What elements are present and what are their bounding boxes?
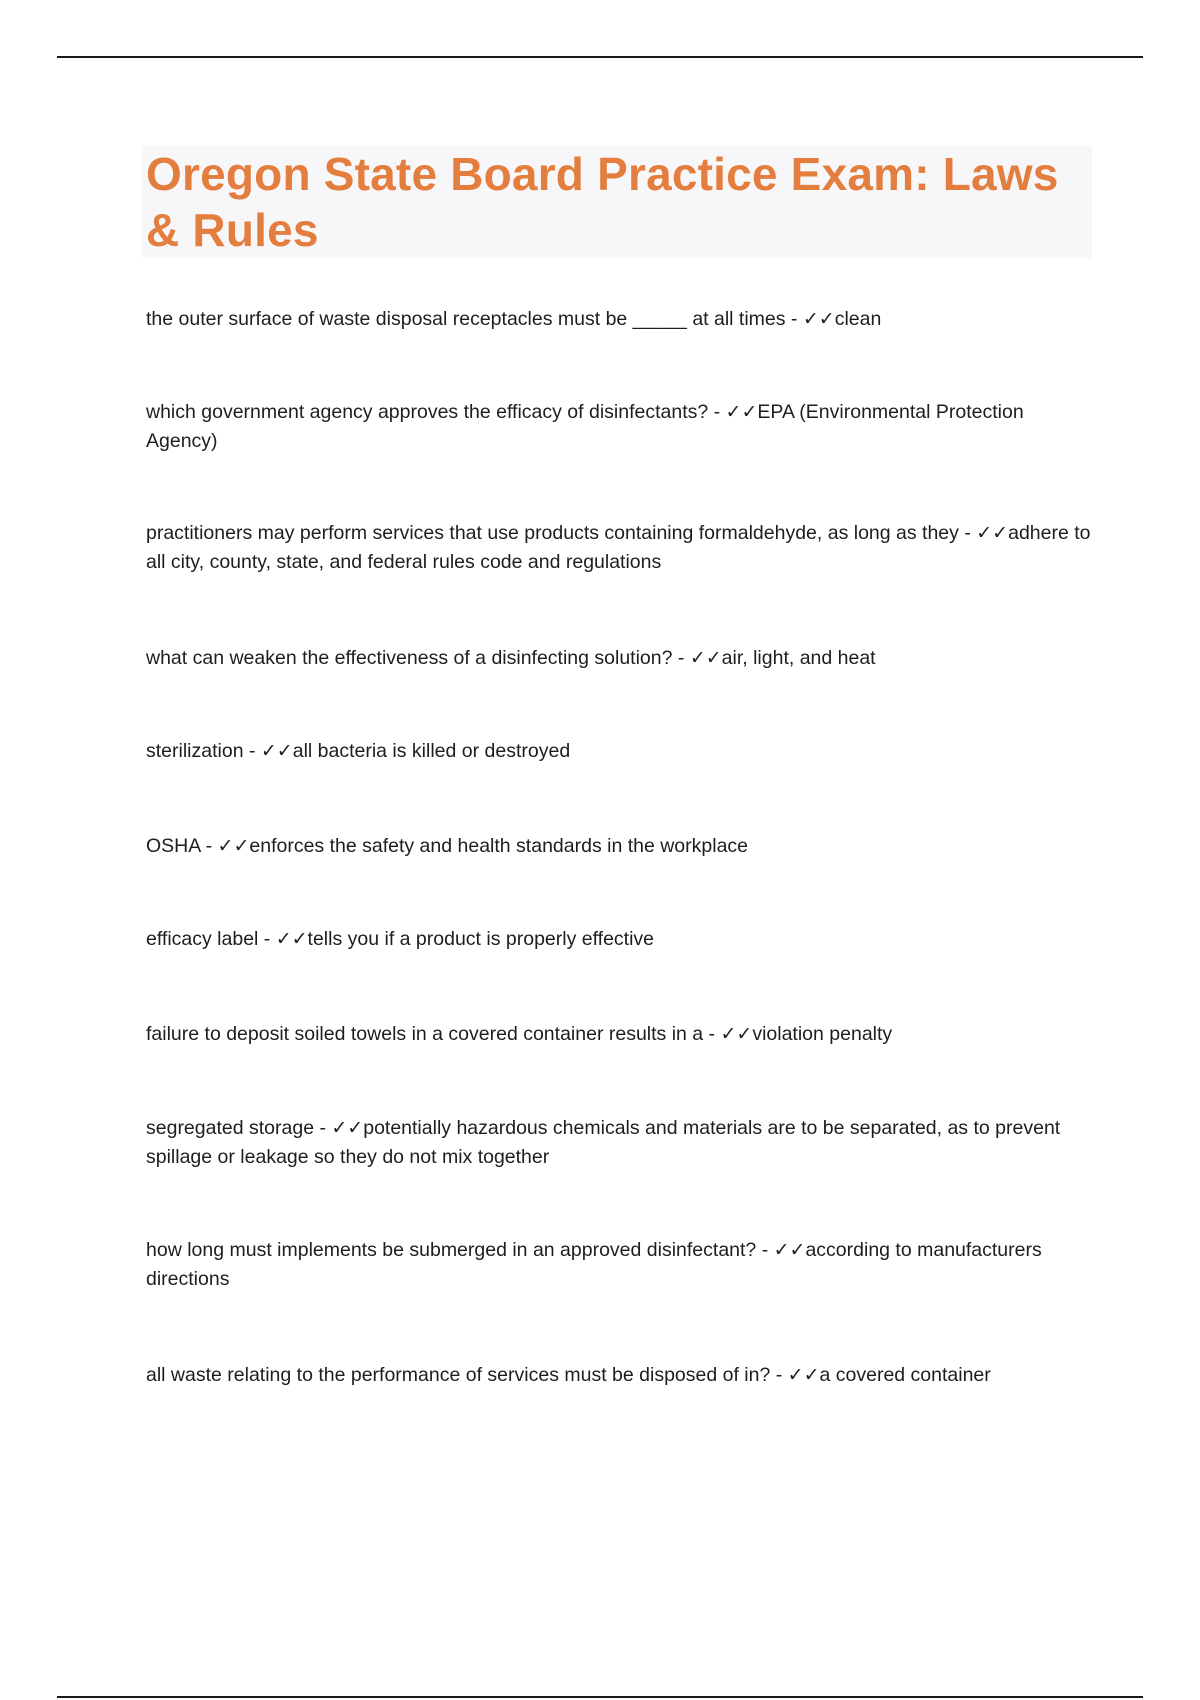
qa-item	[146, 1236, 1096, 1294]
title-box	[142, 146, 1092, 258]
question-text: what can weaken the effectiveness of a disinfecting solution? -	[146, 647, 690, 669]
question-text: segregated storage -	[146, 1117, 332, 1139]
qa-item	[146, 1020, 1096, 1049]
double-check-icon: ✓✓	[720, 1023, 753, 1045]
double-check-icon: ✓✓	[331, 1117, 364, 1139]
double-check-icon: ✓✓	[976, 522, 1009, 544]
double-check-icon: ✓✓	[773, 1239, 806, 1261]
qa-item	[146, 398, 1096, 456]
answer-text: EPA (Environmental Protection Agency)	[146, 401, 1024, 452]
answer-text: according to manufacturers directions	[146, 1239, 1042, 1290]
answer-text: tells you if a product is properly effective	[307, 928, 655, 950]
answer-text: enforces the safety and health standards in the workplace	[249, 835, 749, 857]
question-text: sterilization -	[146, 740, 261, 762]
bottom-rule	[57, 1696, 1143, 1698]
qa-item	[146, 737, 1096, 766]
double-check-icon: ✓✓	[217, 835, 250, 857]
double-check-icon: ✓✓	[260, 740, 293, 762]
double-check-icon: ✓✓	[787, 1364, 820, 1386]
question-text: how long must implements be submerged in an approved disinfectant? -	[146, 1239, 774, 1261]
double-check-icon: ✓✓	[275, 928, 308, 950]
question-text: practitioners may perform services that use products containing formaldehyde, as long as they -	[146, 522, 977, 544]
qa-item	[146, 832, 1096, 861]
qa-item	[146, 1114, 1096, 1172]
qa-item	[146, 925, 1096, 954]
answer-text: violation penalty	[752, 1023, 893, 1045]
question-text: which government agency approves the efficacy of disinfectants? -	[146, 401, 726, 423]
qa-item	[146, 644, 1096, 673]
double-check-icon: ✓✓	[802, 308, 835, 330]
answer-text: a covered container	[819, 1364, 991, 1386]
double-check-icon: ✓✓	[725, 401, 758, 423]
document-title: Oregon State Board Practice Exam: Laws & Rules	[146, 148, 1059, 256]
qa-item	[146, 305, 1096, 334]
answer-text: air, light, and heat	[721, 647, 876, 669]
question-text: the outer surface of waste disposal receptacles must be _____ at all times -	[146, 308, 803, 330]
qa-item	[146, 1361, 1096, 1390]
answer-text: potentially hazardous chemicals and materials are to be separated, as to prevent spillage or leakage so they do not mix together	[146, 1117, 1061, 1168]
question-text: failure to deposit soiled towels in a covered container results in a -	[146, 1023, 721, 1045]
answer-text: adhere to all city, county, state, and federal rules code and regulations	[146, 522, 1091, 573]
qa-item	[146, 519, 1096, 577]
question-text: OSHA -	[146, 835, 218, 857]
question-text: efficacy label -	[146, 928, 276, 950]
question-text: all waste relating to the performance of services must be disposed of in? -	[146, 1364, 788, 1386]
answer-text: clean	[834, 308, 882, 330]
top-rule	[57, 56, 1143, 58]
double-check-icon: ✓✓	[689, 647, 722, 669]
answer-text: all bacteria is killed or destroyed	[292, 740, 571, 762]
